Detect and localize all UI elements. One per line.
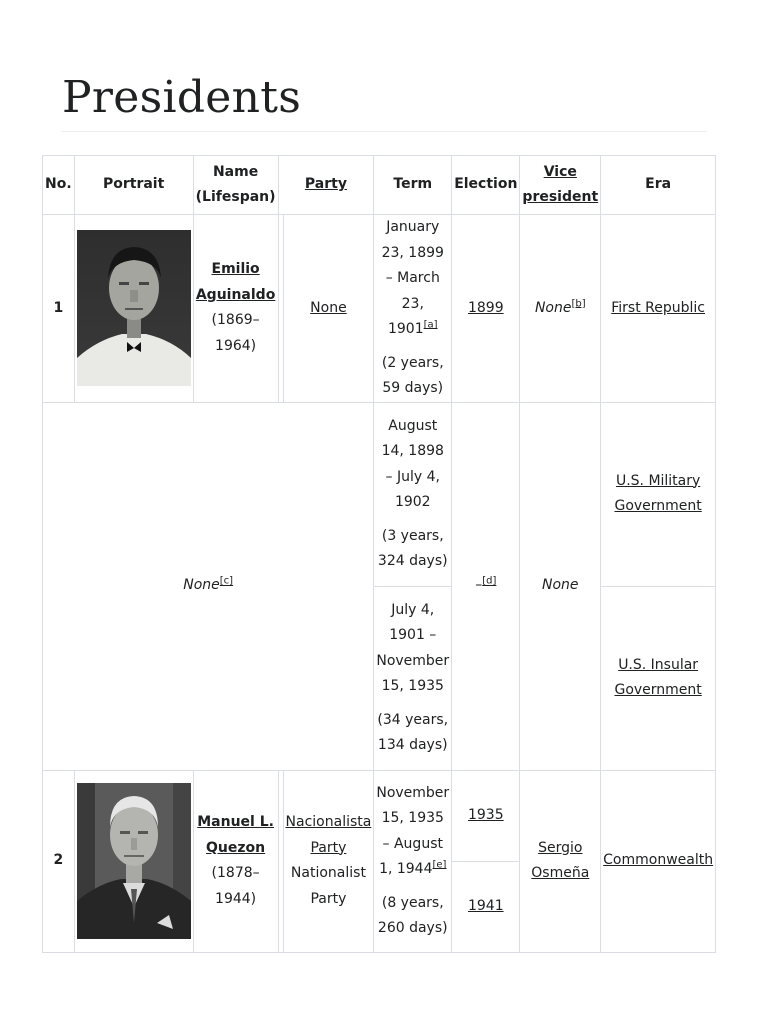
no-election: – [475, 577, 483, 594]
row1-vp-footnote[interactable]: [b] [571, 297, 586, 309]
us-insular-era-link[interactable]: U.S. Insular Government [614, 656, 702, 698]
table-row [43, 215, 716, 403]
us-military-era-link[interactable]: U.S. Military Government [614, 472, 702, 514]
row1-name-link[interactable]: Emilio Aguinaldo [195, 261, 276, 303]
us-military-era-cell [601, 402, 716, 586]
none-merged: None [183, 577, 220, 594]
us-military-duration: (3 years, 324 days) [377, 527, 448, 569]
no-election-cell [452, 402, 520, 770]
row1-era-cell [601, 215, 716, 403]
header-name-line1: Name [212, 163, 259, 180]
row2-lifespan: (1878– 1944) [211, 865, 260, 907]
row2-term-cell [374, 770, 452, 952]
header-no[interactable]: No. [43, 156, 75, 215]
us-military-term: August 14, 1898 – July 4, 1902 [381, 417, 444, 510]
table-row [43, 402, 716, 586]
row2-party-cell [283, 770, 374, 952]
no-vp: None [542, 577, 579, 594]
header-term: Term [374, 156, 452, 215]
header-era: Era [601, 156, 716, 215]
row2-vp-cell [520, 770, 601, 952]
row1-party-cell [283, 215, 374, 403]
us-military-term-cell [374, 402, 452, 586]
row1-election-cell [452, 215, 520, 403]
none-merged-cell [43, 402, 374, 770]
row1-vp-cell [520, 215, 601, 403]
table-row [43, 770, 716, 861]
row2-party-translation: Nationalist Party [290, 865, 366, 907]
row1-term-cell [374, 215, 452, 403]
header-party [278, 156, 374, 215]
row2-vp-link[interactable]: Sergio Osmeña [531, 839, 590, 881]
row1-era-link[interactable]: First Republic [611, 299, 705, 316]
title-divider [62, 131, 706, 132]
none-merged-footnote[interactable]: [c] [219, 575, 234, 587]
header-vice-president-link[interactable]: Vice president [522, 163, 599, 205]
row2-election-1941-link[interactable]: 1941 [467, 897, 504, 914]
header-vice-president [520, 156, 601, 215]
row2-term-footnote[interactable]: [e] [432, 859, 447, 871]
us-insular-term: July 4, 1901 – November 15, 1935 [376, 601, 450, 694]
row1-number: 1 [43, 215, 75, 403]
header-name [193, 156, 278, 215]
quezon-portrait[interactable] [77, 783, 191, 939]
row1-vp: None [534, 299, 572, 316]
row1-election-link[interactable]: 1899 [467, 299, 504, 316]
row2-election-a-cell [452, 770, 520, 861]
row1-lifespan: (1869– 1964) [211, 312, 260, 354]
header-party-link[interactable]: Party [304, 176, 347, 193]
presidents-table [42, 155, 716, 953]
page-title: Presidents [62, 72, 302, 123]
table-header-row [43, 156, 716, 215]
row1-term: January 23, 1899 – March 23, 1901[a] [381, 219, 444, 337]
us-insular-duration: (34 years, 134 days) [377, 711, 449, 753]
us-insular-term-cell [374, 586, 452, 770]
row2-era-link[interactable]: Commonwealth [603, 852, 714, 869]
header-election: Election [452, 156, 520, 215]
no-election-footnote[interactable]: [d] [482, 575, 497, 587]
row2-election-1935-link[interactable]: 1935 [467, 806, 504, 823]
row1-party-link[interactable]: None [310, 299, 347, 316]
row2-election-b-cell [452, 861, 520, 952]
row2-era-cell [601, 770, 716, 952]
row1-term-footnote[interactable]: [a] [423, 319, 438, 331]
row2-name-cell [193, 770, 278, 952]
row1-name-cell [193, 215, 278, 403]
presidents-table-viewport[interactable] [45, 155, 714, 955]
header-portrait: Portrait [74, 156, 193, 215]
row2-number: 2 [43, 770, 75, 952]
no-vp-cell [520, 402, 601, 770]
row2-portrait-cell [74, 770, 193, 952]
row2-term: November 15, 1935 – August 1, 1944[e] [376, 784, 450, 877]
row1-portrait-cell [74, 215, 193, 403]
row2-name-link[interactable]: Manuel L. Quezon [197, 814, 274, 856]
us-insular-era-cell [601, 586, 716, 770]
header-name-line2: (Lifespan) [195, 189, 276, 205]
aguinaldo-portrait[interactable] [77, 230, 191, 386]
row2-duration: (8 years, 260 days) [377, 894, 448, 936]
row2-party-link[interactable]: Nacionalista Party [285, 814, 372, 856]
row1-duration: (2 years, 59 days) [381, 354, 444, 396]
